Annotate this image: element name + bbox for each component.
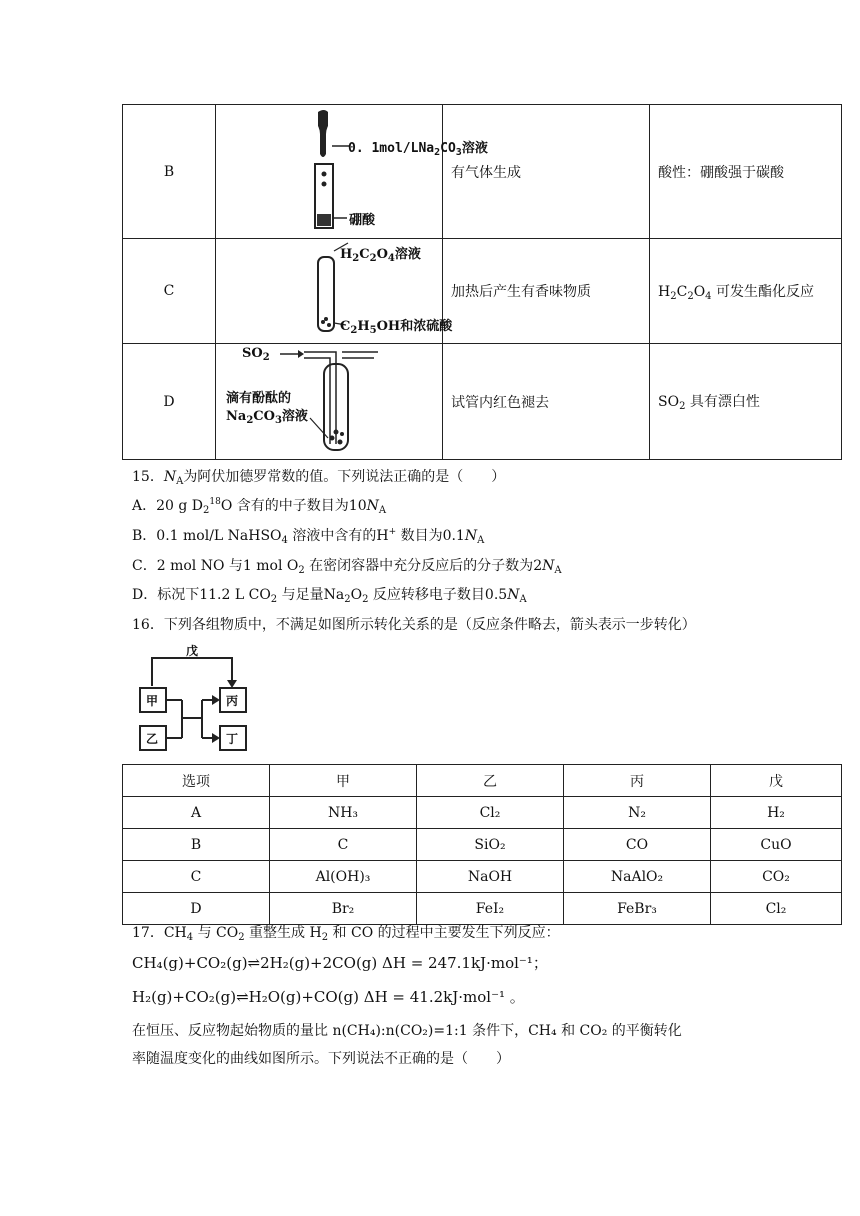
tube-top-label: $H_2C_2O_4$溶液 (340, 247, 421, 264)
tube-label: 硼酸 (349, 213, 376, 228)
table-cell: SiO₂ (417, 829, 564, 861)
header-cell: 丙 (564, 765, 711, 797)
solution-label-line2: $Na_2CO_3$溶液 (226, 409, 308, 426)
experiment-row-d (123, 344, 842, 460)
q15-option-d: D．标况下11.2 L $CO_2$ 与足量$Na_2O_2$ 反应转移电子数目$0.5N_A$ (132, 587, 527, 605)
q17-stem: 17．$CH_4$ 与 $CO_2$ 重整生成 $H_2$ 和 CO 的过程中主要发生下列反应： (132, 925, 560, 943)
apparatus-cell (216, 344, 443, 460)
options-table (122, 764, 842, 925)
table-cell: NH₃ (270, 797, 417, 829)
phenomenon-cell: 有气体生成 (443, 105, 650, 239)
table-cell: NaOH (417, 861, 564, 893)
q17-condition-line: 在恒压、反应物起始物质的量比 n(CH₄):n(CO₂)=1:1 条件下，CH₄ 和 CO₂ 的平衡转化 (132, 1023, 682, 1039)
table-row (123, 893, 842, 925)
table-cell: Cl₂ (417, 797, 564, 829)
header-cell: 选项 (123, 765, 270, 797)
phenomenon-cell: 试管内红色褪去 (443, 344, 650, 460)
dropper-tube-apparatus (224, 106, 434, 238)
node-wu: 戊 (186, 644, 199, 658)
experiment-row-c (123, 239, 842, 344)
q16-stem: 16．下列各组物质中，不满足如图所示转化关系的是（反应条件略去，箭头表示一步转化） (132, 617, 696, 633)
table-cell: CO (564, 829, 711, 861)
phenomenon-cell: 加热后产生有香味物质 (443, 239, 650, 344)
node-jia: 甲 (146, 694, 159, 708)
table-row (123, 829, 842, 861)
table-cell: Al(OH)₃ (270, 861, 417, 893)
experiment-table (122, 104, 842, 460)
table-cell: C (270, 829, 417, 861)
q15-stem: 15．$N_A$为阿伏加德罗常数的值。下列说法正确的是（ ） (132, 469, 506, 487)
solution-label-line1: 滴有酚酞的 (226, 391, 292, 406)
header-cell: 乙 (417, 765, 564, 797)
header-cell: 甲 (270, 765, 417, 797)
conclusion-cell: $H_2C_2O_4$ 可发生酯化反应 (650, 239, 842, 344)
table-cell: A (123, 797, 270, 829)
table-cell: C (123, 861, 270, 893)
q17-question-line: 率随温度变化的曲线如图所示。下列说法不正确的是（ ） (132, 1051, 510, 1067)
solution-label (226, 390, 308, 430)
gas-label: $SO_2$ (242, 346, 270, 363)
table-row (123, 861, 842, 893)
table-cell: B (123, 829, 270, 861)
table-cell: D (123, 893, 270, 925)
q15-option-a: A．20 g $D_2^{18}O$ 含有的中子数目为$10N_A$ (132, 497, 387, 516)
table-cell: NaAlO₂ (564, 861, 711, 893)
row-option: C (123, 239, 216, 344)
table-cell: FeI₂ (417, 893, 564, 925)
table-cell: CO₂ (711, 861, 842, 893)
transformation-diagram (136, 642, 256, 758)
conclusion-cell: $SO_2$ 具有漂白性 (650, 344, 842, 460)
q15-option-c: C．2 mol NO 与1 mol $O_2$ 在密闭容器中充分反应后的分子数为$2N_A$ (132, 558, 562, 576)
q15-option-b: B．0.1 mol/L NaHSO$_4$ 溶液中含有的H+ 数目为$0.1N_A$ (132, 527, 485, 546)
node-yi: 乙 (146, 732, 159, 746)
header-cell: 戊 (711, 765, 842, 797)
conclusion-cell: 酸性：硼酸强于碳酸 (650, 105, 842, 239)
apparatus-cell (216, 239, 453, 344)
table-cell: FeBr₃ (564, 893, 711, 925)
row-option: D (123, 344, 216, 460)
node-ding: 丁 (226, 732, 239, 746)
table-cell: Br₂ (270, 893, 417, 925)
node-bing: 丙 (226, 694, 239, 708)
dropper-label: 0. $1mol/LNa_2CO_3$溶液 (348, 141, 488, 158)
table-header-row (123, 765, 842, 797)
table-cell: N₂ (564, 797, 711, 829)
row-option: B (123, 105, 216, 239)
tube-bottom-label: $C_2H_5OH$和浓硫酸 (340, 319, 453, 336)
table-cell: Cl₂ (711, 893, 842, 925)
table-cell: CuO (711, 829, 842, 861)
q17-equation-2: H₂(g)+CO₂(g)⇌H₂O(g)+CO(g) ΔH = 41.2kJ·mol⁻¹ 。 (132, 988, 525, 1006)
experiment-row-b (123, 105, 842, 239)
q17-equation-1: CH₄(g)+CO₂(g)⇌2H₂(g)+2CO(g) ΔH = 247.1kJ·mol⁻¹； (132, 954, 548, 972)
table-row (123, 797, 842, 829)
table-cell: H₂ (711, 797, 842, 829)
